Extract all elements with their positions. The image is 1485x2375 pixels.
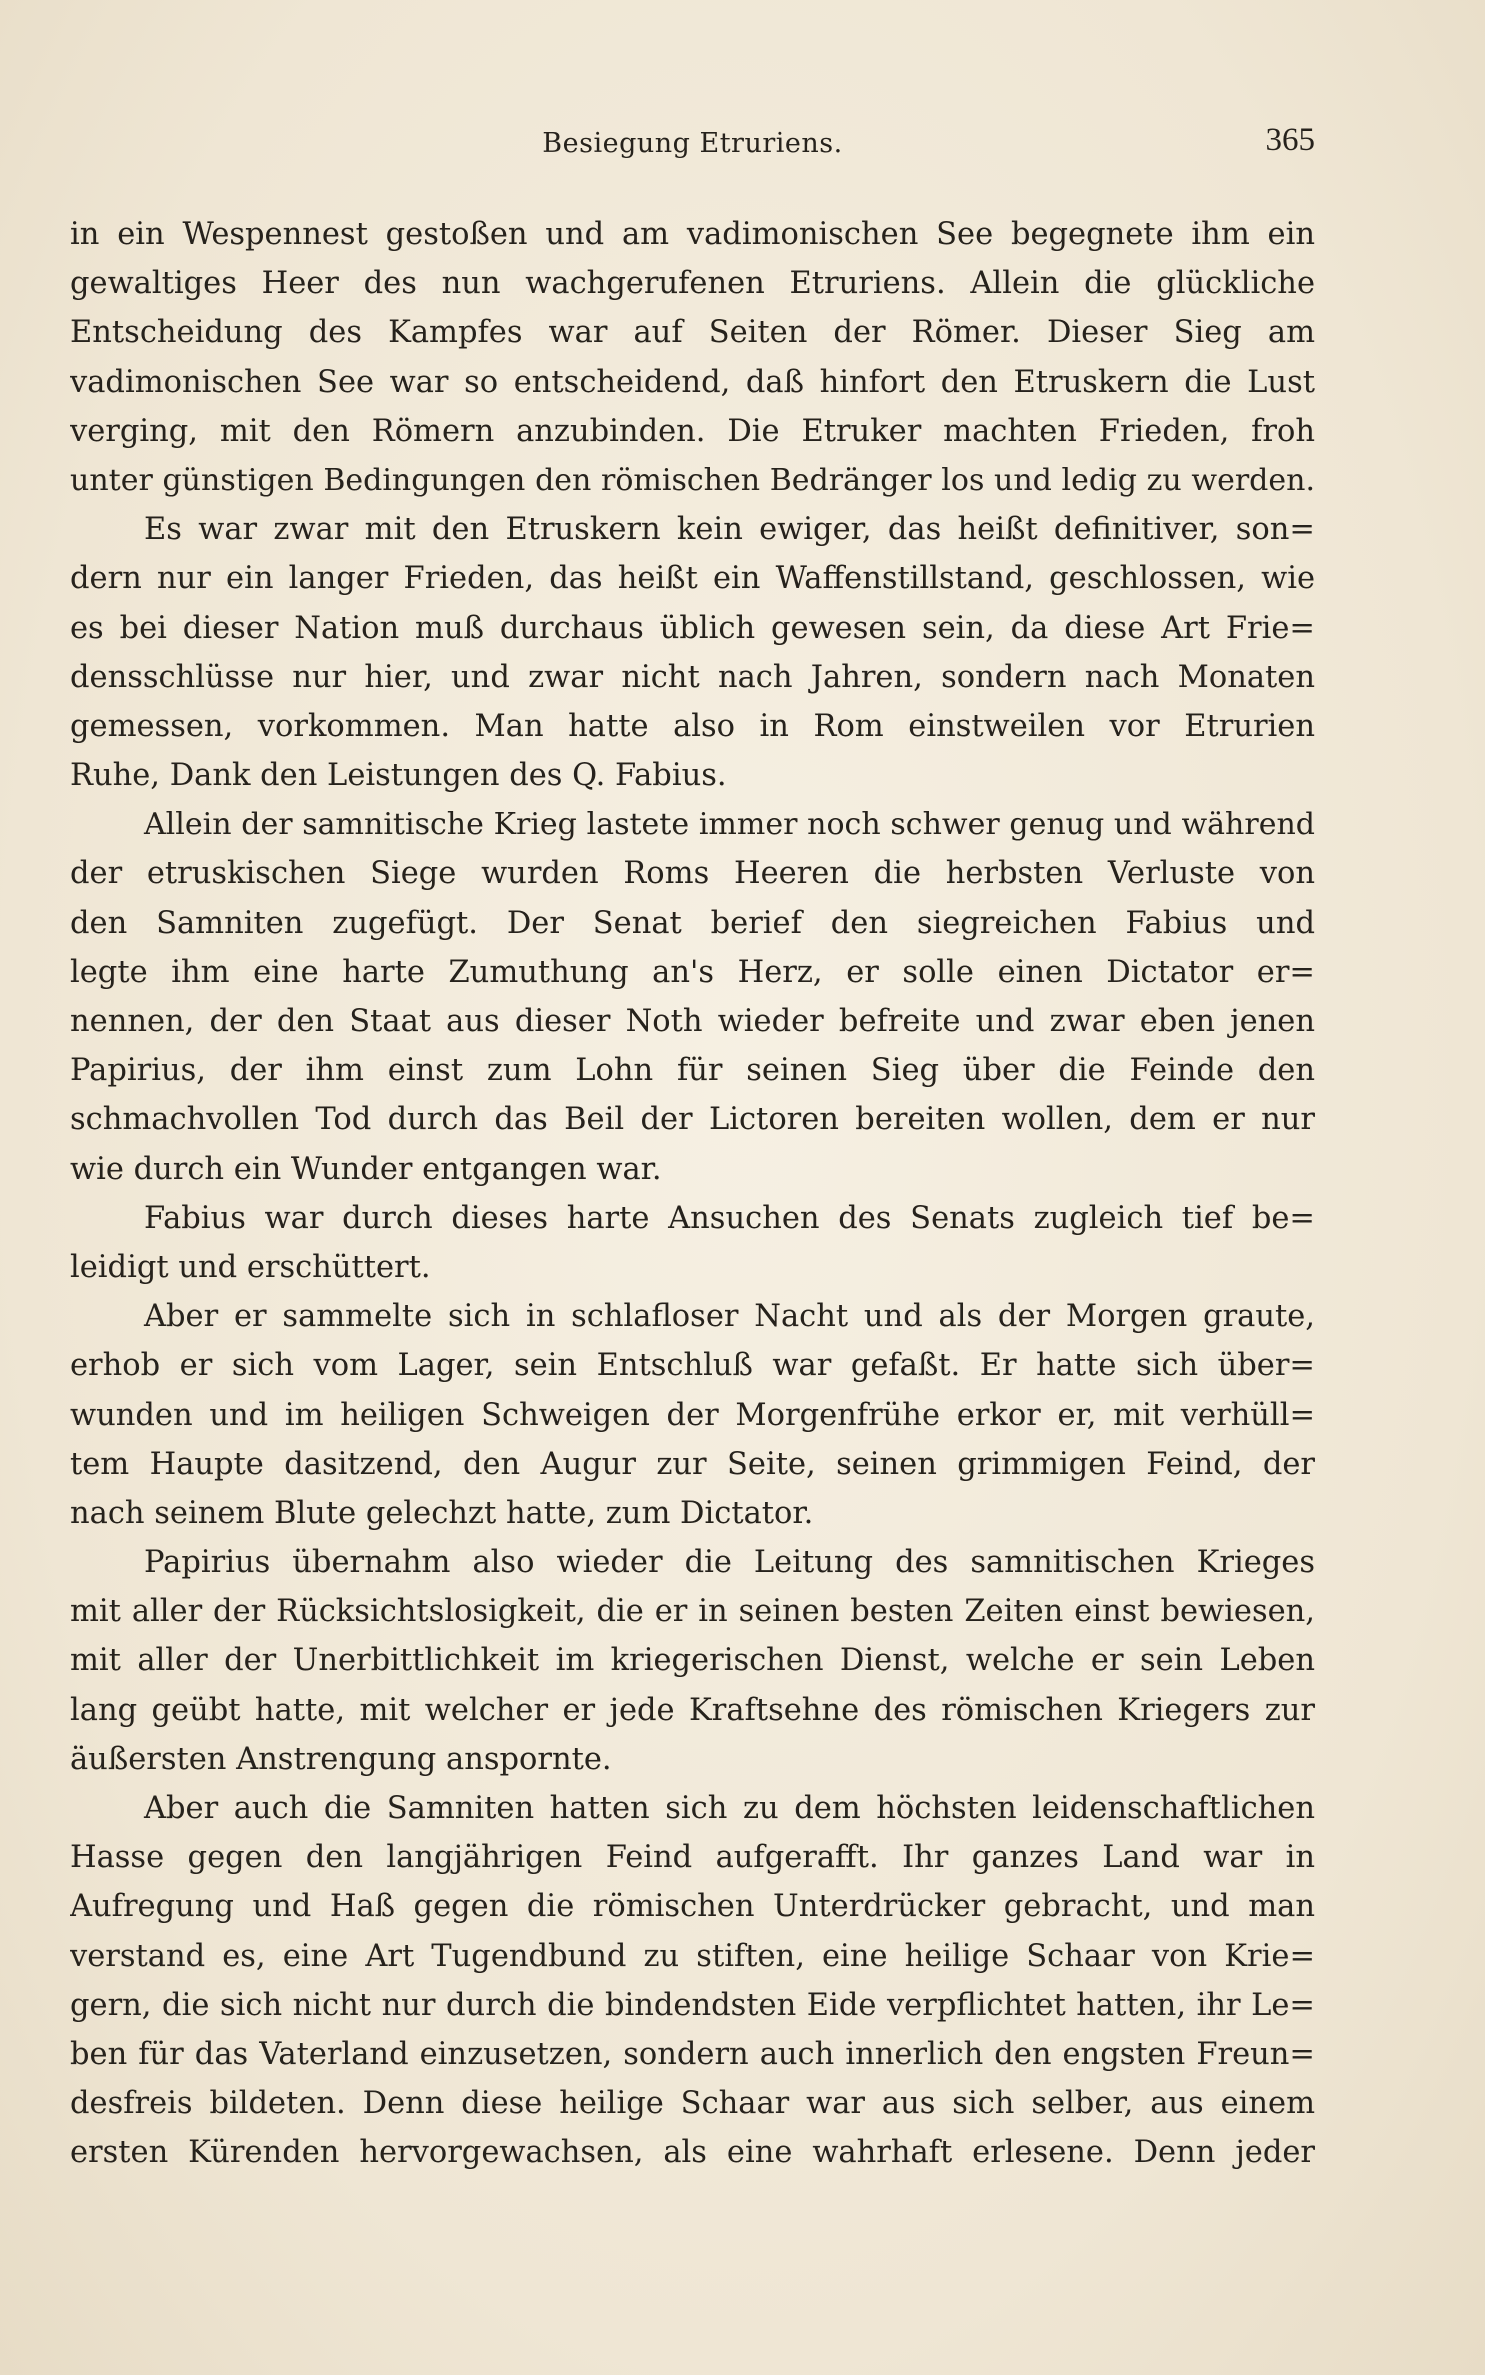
running-title: Besiegung Etruriens.	[542, 128, 843, 159]
text-line: der etruskischen Siege wurden Roms Heeren die herbsten Verluste von	[70, 856, 1315, 892]
text-line: ersten Kürenden hervorgewachsen, als eine wahrhaft erlesene. Denn jeder	[70, 2135, 1315, 2171]
text-line: Aber auch die Samniten hatten sich zu dem höchsten leidenschaftlichen	[144, 1791, 1315, 1826]
text-line: Es war zwar mit den Etruskern kein ewiger, das heißt definitiver, son=	[144, 512, 1315, 548]
text-line: Allein der samnitische Krieg lastete immer noch schwer genug und während	[144, 807, 1315, 843]
text-line: mit aller der Unerbittlichkeit im kriegerischen Dienst, welche er sein Leben	[70, 1643, 1315, 1679]
text-line: schmachvollen Tod durch das Beil der Lictoren bereiten wollen, dem er nur	[70, 1102, 1315, 1138]
text-line: lang geübt hatte, mit welcher er jede Kraftsehne des römischen Kriegers zur	[70, 1692, 1315, 1728]
text-line: erhob er sich vom Lager, sein Entschluß war gefaßt. Er hatte sich über=	[70, 1348, 1315, 1384]
text-line: gemessen, vorkommen. Man hatte also in Rom einstweilen vor Etrurien	[70, 708, 1315, 744]
text-line: Papirius übernahm also wieder die Leitung des samnitischen Krieges	[144, 1545, 1315, 1581]
text-line: nennen, der den Staat aus dieser Noth wieder befreite und zwar eben jenen	[70, 1004, 1315, 1039]
page-number: 365	[1265, 122, 1315, 158]
text-line: in ein Wespennest gestoßen und am vadimonischen See begegnete ihm ein	[70, 217, 1315, 252]
text-line: äußersten Anstrengung anspornte.	[70, 1741, 612, 1777]
text-line: Hasse gegen den langjährigen Feind aufgerafft. Ihr ganzes Land war in	[70, 1840, 1315, 1876]
text-line: tem Haupte dasitzend, den Augur zur Seite, seinen grimmigen Feind, der	[70, 1446, 1315, 1482]
text-line: densschlüsse nur hier, und zwar nicht nach Jahren, sondern nach Monaten	[70, 659, 1315, 695]
text-line: unter günstigen Bedingungen den römischen Bedränger los und ledig zu werden.	[70, 462, 1315, 498]
text-line: Aber er sammelte sich in schlafloser Nacht und als der Morgen graute,	[144, 1299, 1315, 1335]
text-line: nach seinem Blute gelechzt hatte, zum Dictator.	[70, 1495, 814, 1531]
text-line: Aufregung und Haß gegen die römischen Unterdrücker gebracht, und man	[70, 1889, 1315, 1925]
text-line: gern, die sich nicht nur durch die bindendsten Eide verpflichtet hatten, ihr Le=	[70, 1987, 1315, 2023]
text-line: Papirius, der ihm einst zum Lohn für seinen Sieg über die Feinde den	[70, 1053, 1315, 1089]
text-line: leidigt und erschüttert.	[70, 1249, 431, 1285]
running-head	[70, 122, 1315, 172]
text-line: ben für das Vaterland einzusetzen, sondern auch innerlich den engsten Freun=	[70, 2036, 1315, 2072]
text-line: desfreis bildeten. Denn diese heilige Schaar war aus sich selber, aus einem	[70, 2086, 1315, 2122]
text-line: Ruhe, Dank den Leistungen des Q. Fabius.	[70, 758, 727, 794]
body-text	[70, 210, 1315, 2178]
text-line: Entscheidung des Kampfes war auf Seiten der Römer. Dieser Sieg am	[70, 315, 1315, 351]
text-line: gewaltiges Heer des nun wachgerufenen Etruriens. Allein die glückliche	[70, 266, 1315, 302]
text-line: wunden und im heiligen Schweigen der Morgenfrühe erkor er, mit verhüll=	[70, 1397, 1315, 1433]
text-line: legte ihm eine harte Zumuthung an's Herz, er solle einen Dictator er=	[70, 954, 1315, 990]
text-line: wie durch ein Wunder entgangen war.	[70, 1151, 662, 1187]
text-line: es bei dieser Nation muß durchaus üblich gewesen sein, da diese Art Frie=	[70, 610, 1315, 646]
text-line: verstand es, eine Art Tugendbund zu stiften, eine heilige Schaar von Krie=	[70, 1938, 1315, 1974]
text-line: vadimonischen See war so entscheidend, daß hinfort den Etruskern die Lust	[70, 364, 1315, 400]
text-line: Fabius war durch dieses harte Ansuchen des Senats zugleich tief be=	[144, 1200, 1315, 1236]
text-line: verging, mit den Römern anzubinden. Die Etruker machten Frieden, froh	[70, 413, 1315, 449]
text-line: mit aller der Rücksichtslosigkeit, die er in seinen besten Zeiten einst bewiesen,	[70, 1594, 1315, 1630]
text-line: dern nur ein langer Frieden, das heißt ein Waffenstillstand, geschlossen, wie	[70, 561, 1315, 597]
text-line: den Samniten zugefügt. Der Senat berief den siegreichen Fabius und	[70, 905, 1315, 941]
